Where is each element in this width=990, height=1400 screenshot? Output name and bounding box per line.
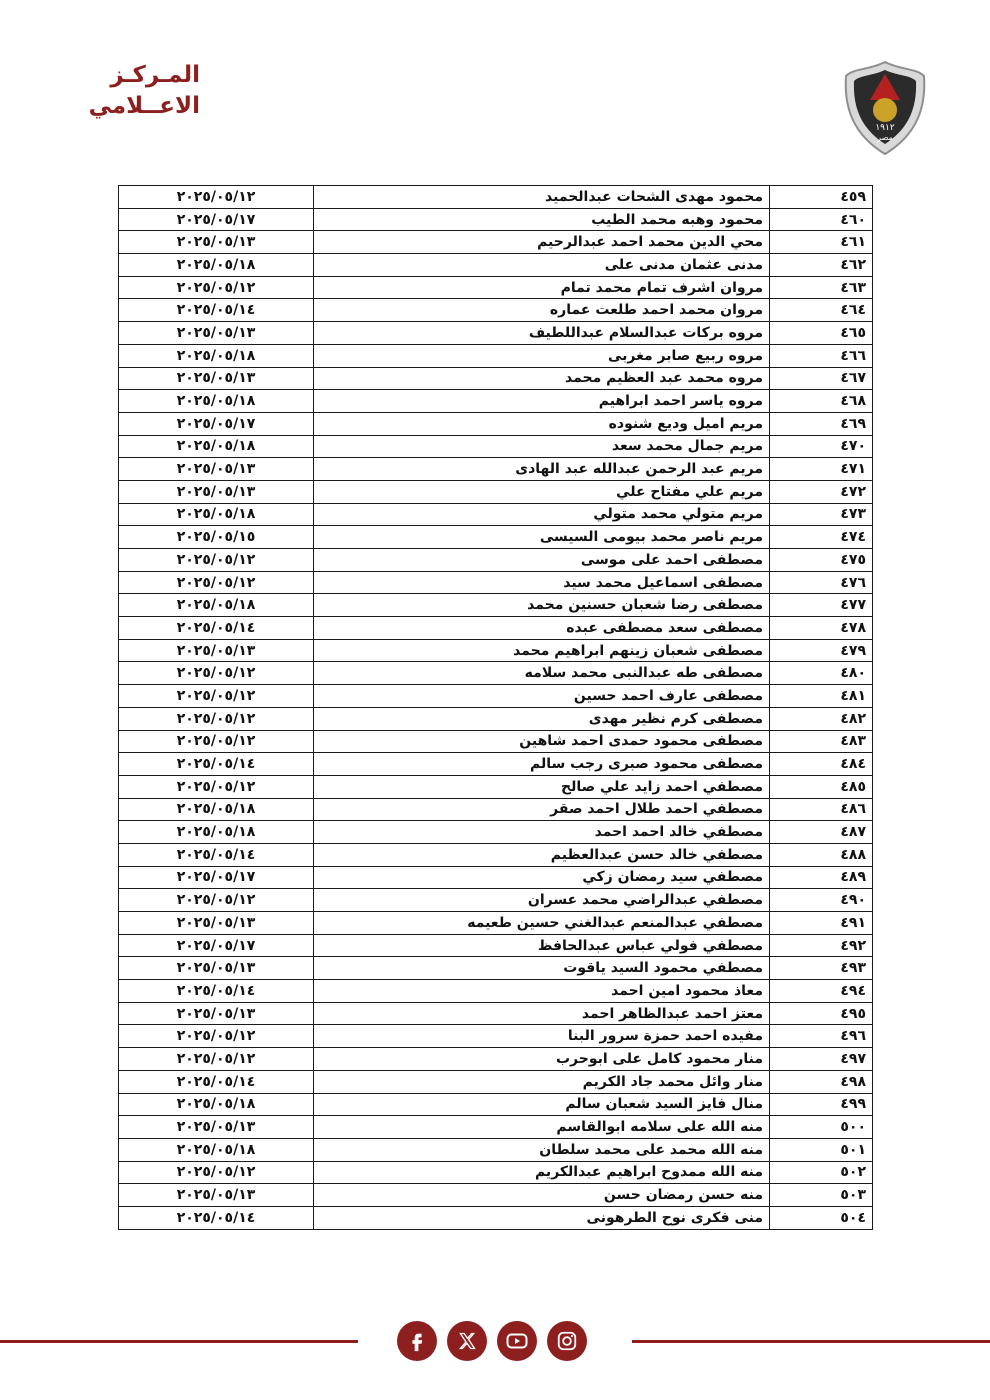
table-row xyxy=(119,1184,873,1207)
table-row xyxy=(119,753,873,776)
row-date: ٢٠٢٥/٠٥/١٢ xyxy=(119,1048,314,1071)
row-number: ٥٠٣ xyxy=(770,1184,873,1207)
row-name: مصطفى عارف احمد حسين xyxy=(314,685,770,708)
row-name: مصطفى سعد مصطفى عبده xyxy=(314,617,770,640)
table-row xyxy=(119,889,873,912)
row-number: ٤٨١ xyxy=(770,685,873,708)
row-date: ٢٠٢٥/٠٥/١٣ xyxy=(119,912,314,935)
table-row xyxy=(119,1048,873,1071)
row-number: ٤٩٦ xyxy=(770,1025,873,1048)
row-date: ٢٠٢٥/٠٥/١٥ xyxy=(119,526,314,549)
table-row xyxy=(119,934,873,957)
row-date: ٢٠٢٥/٠٥/١٣ xyxy=(119,957,314,980)
table-row xyxy=(119,798,873,821)
row-number: ٤٦٣ xyxy=(770,276,873,299)
row-number: ٤٧٧ xyxy=(770,594,873,617)
row-date: ٢٠٢٥/٠٥/١٤ xyxy=(119,1070,314,1093)
row-name: منار وائل محمد جاد الكريم xyxy=(314,1070,770,1093)
table-row xyxy=(119,912,873,935)
row-number: ٤٩١ xyxy=(770,912,873,935)
row-number: ٤٦٢ xyxy=(770,254,873,277)
row-number: ٤٩٠ xyxy=(770,889,873,912)
table-row xyxy=(119,594,873,617)
table-row xyxy=(119,1025,873,1048)
table-row xyxy=(119,639,873,662)
row-number: ٤٨٩ xyxy=(770,866,873,889)
row-name: معاذ محمود امين احمد xyxy=(314,980,770,1003)
row-number: ٤٧٨ xyxy=(770,617,873,640)
row-date: ٢٠٢٥/٠٥/١٢ xyxy=(119,549,314,572)
row-name: مصطفي عبدالراضي محمد عسران xyxy=(314,889,770,912)
row-number: ٤٧٤ xyxy=(770,526,873,549)
row-date: ٢٠٢٥/٠٥/١٢ xyxy=(119,186,314,209)
row-date: ٢٠٢٥/٠٥/١٢ xyxy=(119,1161,314,1184)
facebook-icon[interactable] xyxy=(397,1321,437,1361)
table-row xyxy=(119,1138,873,1161)
row-name: محمود وهبه محمد الطيب xyxy=(314,208,770,231)
table-row xyxy=(119,344,873,367)
table-row xyxy=(119,1206,873,1229)
row-name: مصطفى رضا شعبان حسنين محمد xyxy=(314,594,770,617)
emblem-year: ١٩١٢ xyxy=(875,123,895,133)
row-name: مريم اميل وديع شنوده xyxy=(314,412,770,435)
table-row xyxy=(119,1093,873,1116)
row-name: معتز احمد عبدالظاهر احمد xyxy=(314,1002,770,1025)
row-date: ٢٠٢٥/٠٥/١٤ xyxy=(119,843,314,866)
row-date: ٢٠٢٥/٠٥/١٧ xyxy=(119,208,314,231)
row-number: ٤٧١ xyxy=(770,458,873,481)
row-date: ٢٠٢٥/٠٥/١٤ xyxy=(119,617,314,640)
row-name: مصطفى كرم نظير مهدى xyxy=(314,707,770,730)
table-row xyxy=(119,299,873,322)
row-name: مريم جمال محمد سعد xyxy=(314,435,770,458)
row-date: ٢٠٢٥/٠٥/١٣ xyxy=(119,458,314,481)
table-row xyxy=(119,186,873,209)
row-date: ٢٠٢٥/٠٥/١٢ xyxy=(119,1025,314,1048)
row-date: ٢٠٢٥/٠٥/١٣ xyxy=(119,367,314,390)
row-number: ٤٦٨ xyxy=(770,390,873,413)
table-row xyxy=(119,526,873,549)
title-line-1: المـركـز xyxy=(110,62,200,88)
table-row xyxy=(119,730,873,753)
row-name: منه الله محمد على محمد سلطان xyxy=(314,1138,770,1161)
table-row xyxy=(119,435,873,458)
x-icon[interactable] xyxy=(447,1321,487,1361)
row-date: ٢٠٢٥/٠٥/١٧ xyxy=(119,866,314,889)
row-number: ٤٦٧ xyxy=(770,367,873,390)
table-row xyxy=(119,571,873,594)
row-date: ٢٠٢٥/٠٥/١٣ xyxy=(119,231,314,254)
row-date: ٢٠٢٥/٠٥/١٢ xyxy=(119,571,314,594)
shield-emblem-icon xyxy=(840,58,930,158)
row-number: ٤٩٤ xyxy=(770,980,873,1003)
row-number: ٤٧٥ xyxy=(770,549,873,572)
row-date: ٢٠٢٥/٠٥/١٢ xyxy=(119,775,314,798)
row-name: مريم علي مفتاح علي xyxy=(314,480,770,503)
row-date: ٢٠٢٥/٠٥/١٨ xyxy=(119,503,314,526)
title-line-2: الاعــلامي xyxy=(88,93,200,119)
row-number: ٤٩٨ xyxy=(770,1070,873,1093)
row-number: ٤٨٢ xyxy=(770,707,873,730)
table-row xyxy=(119,390,873,413)
table-row xyxy=(119,775,873,798)
row-name: مريم متولي محمد متولي xyxy=(314,503,770,526)
row-number: ٥٠١ xyxy=(770,1138,873,1161)
row-name: منار محمود كامل على ابوحرب xyxy=(314,1048,770,1071)
footer-divider-left xyxy=(0,1340,358,1343)
row-number: ٤٧٣ xyxy=(770,503,873,526)
row-name: محي الدين محمد احمد عبدالرحيم xyxy=(314,231,770,254)
row-name: محمود مهدى الشحات عبدالحميد xyxy=(314,186,770,209)
row-number: ٤٦٥ xyxy=(770,322,873,345)
row-name: مصطفي محمود السيد ياقوت xyxy=(314,957,770,980)
row-name: مصطفى شعبان زينهم ابراهيم محمد xyxy=(314,639,770,662)
row-number: ٤٩٥ xyxy=(770,1002,873,1025)
media-center-title xyxy=(80,60,200,122)
table-row xyxy=(119,685,873,708)
table-row xyxy=(119,843,873,866)
row-name: مروه بركات عبدالسلام عبداللطيف xyxy=(314,322,770,345)
table-row xyxy=(119,617,873,640)
instagram-icon[interactable] xyxy=(547,1321,587,1361)
row-number: ٤٦٤ xyxy=(770,299,873,322)
row-number: ٤٧٩ xyxy=(770,639,873,662)
row-name: مصطفي عبدالمنعم عبدالغني حسين طعيمه xyxy=(314,912,770,935)
row-name: مصطفي خالد حسن عبدالعظيم xyxy=(314,843,770,866)
youtube-icon[interactable] xyxy=(497,1321,537,1361)
table-row xyxy=(119,1116,873,1139)
row-number: ٤٨٨ xyxy=(770,843,873,866)
row-number: ٤٩٩ xyxy=(770,1093,873,1116)
row-number: ٤٩٣ xyxy=(770,957,873,980)
row-number: ٤٨٤ xyxy=(770,753,873,776)
row-date: ٢٠٢٥/٠٥/١٧ xyxy=(119,934,314,957)
row-number: ٤٨٣ xyxy=(770,730,873,753)
row-date: ٢٠٢٥/٠٥/١٨ xyxy=(119,594,314,617)
row-name: مصطفى اسماعيل محمد سيد xyxy=(314,571,770,594)
row-name: منى فكرى نوح الطرهونى xyxy=(314,1206,770,1229)
row-number: ٥٠٢ xyxy=(770,1161,873,1184)
names-table xyxy=(118,185,873,1230)
row-number: ٤٧٦ xyxy=(770,571,873,594)
row-number: ٤٦٩ xyxy=(770,412,873,435)
row-date: ٢٠٢٥/٠٥/١٣ xyxy=(119,1116,314,1139)
row-name: مصطفى محمود حمدى احمد شاهين xyxy=(314,730,770,753)
row-name: مصطفي سيد رمضان زكي xyxy=(314,866,770,889)
footer-divider-right xyxy=(632,1340,990,1343)
row-date: ٢٠٢٥/٠٥/١٤ xyxy=(119,299,314,322)
row-name: مريم ناصر محمد بيومى السيسى xyxy=(314,526,770,549)
table-row xyxy=(119,1161,873,1184)
table-row xyxy=(119,276,873,299)
table-row xyxy=(119,707,873,730)
row-name: مصطفى محمود صبرى رجب سالم xyxy=(314,753,770,776)
row-name: مصطفي فولي عباس عبدالحافظ xyxy=(314,934,770,957)
row-number: ٤٨٧ xyxy=(770,821,873,844)
row-name: مروه ربيع صابر مغربى xyxy=(314,344,770,367)
table-row xyxy=(119,980,873,1003)
row-name: منه الله ممدوح ابراهيم عبدالكريم xyxy=(314,1161,770,1184)
row-date: ٢٠٢٥/٠٥/١٨ xyxy=(119,821,314,844)
row-date: ٢٠٢٥/٠٥/١٣ xyxy=(119,1002,314,1025)
table-row xyxy=(119,662,873,685)
row-name: مصطفى احمد على موسى xyxy=(314,549,770,572)
table-row xyxy=(119,412,873,435)
row-number: ٤٧٠ xyxy=(770,435,873,458)
table-row xyxy=(119,208,873,231)
row-number: ٤٨٦ xyxy=(770,798,873,821)
row-number: ٤٧٢ xyxy=(770,480,873,503)
row-date: ٢٠٢٥/٠٥/١٨ xyxy=(119,390,314,413)
row-number: ٤٦١ xyxy=(770,231,873,254)
row-name: مروه محمد عبد العظيم محمد xyxy=(314,367,770,390)
row-name: مدنى عثمان مدنى على xyxy=(314,254,770,277)
row-date: ٢٠٢٥/٠٥/١٤ xyxy=(119,1206,314,1229)
row-number: ٥٠٠ xyxy=(770,1116,873,1139)
row-date: ٢٠٢٥/٠٥/١٧ xyxy=(119,412,314,435)
names-table-body xyxy=(119,186,873,1230)
row-name: مروان محمد احمد طلعت عماره xyxy=(314,299,770,322)
row-name: مروان اشرف تمام محمد تمام xyxy=(314,276,770,299)
row-date: ٢٠٢٥/٠٥/١٤ xyxy=(119,980,314,1003)
row-number: ٤٨٠ xyxy=(770,662,873,685)
row-name: مصطفي خالد احمد احمد xyxy=(314,821,770,844)
table-row xyxy=(119,458,873,481)
row-date: ٢٠٢٥/٠٥/١٢ xyxy=(119,889,314,912)
row-date: ٢٠٢٥/٠٥/١٨ xyxy=(119,798,314,821)
row-name: منه حسن رمضان حسن xyxy=(314,1184,770,1207)
table-row xyxy=(119,231,873,254)
row-date: ٢٠٢٥/٠٥/١٢ xyxy=(119,730,314,753)
row-name: مصطفي احمد طلال احمد صقر xyxy=(314,798,770,821)
social-links xyxy=(397,1321,587,1361)
row-number: ٤٦٠ xyxy=(770,208,873,231)
row-name: مصطفي احمد زايد علي صالح xyxy=(314,775,770,798)
row-date: ٢٠٢٥/٠٥/١٢ xyxy=(119,662,314,685)
table-row xyxy=(119,322,873,345)
table-row xyxy=(119,1070,873,1093)
row-date: ٢٠٢٥/٠٥/١٨ xyxy=(119,1093,314,1116)
row-name: مريم عبد الرحمن عبدالله عبد الهادى xyxy=(314,458,770,481)
row-date: ٢٠٢٥/٠٥/١٤ xyxy=(119,753,314,776)
row-date: ٢٠٢٥/٠٥/١٣ xyxy=(119,480,314,503)
table-row xyxy=(119,957,873,980)
row-name: مروه ياسر احمد ابراهيم xyxy=(314,390,770,413)
row-number: ٥٠٤ xyxy=(770,1206,873,1229)
row-date: ٢٠٢٥/٠٥/١٨ xyxy=(119,344,314,367)
table-row xyxy=(119,503,873,526)
row-name: منال فايز السيد شعبان سالم xyxy=(314,1093,770,1116)
table-row xyxy=(119,367,873,390)
row-date: ٢٠٢٥/٠٥/١٢ xyxy=(119,685,314,708)
row-number: ٤٦٦ xyxy=(770,344,873,367)
row-date: ٢٠٢٥/٠٥/١٨ xyxy=(119,254,314,277)
row-date: ٢٠٢٥/٠٥/١٨ xyxy=(119,435,314,458)
row-name: منه الله على سلامه ابوالقاسم xyxy=(314,1116,770,1139)
row-date: ٢٠٢٥/٠٥/١٨ xyxy=(119,1138,314,1161)
table-row xyxy=(119,866,873,889)
row-date: ٢٠٢٥/٠٥/١٣ xyxy=(119,322,314,345)
row-date: ٢٠٢٥/٠٥/١٢ xyxy=(119,276,314,299)
table-row xyxy=(119,821,873,844)
row-number: ٤٥٩ xyxy=(770,186,873,209)
row-date: ٢٠٢٥/٠٥/١٢ xyxy=(119,707,314,730)
row-number: ٤٩٢ xyxy=(770,934,873,957)
row-name: مصطفى طه عبدالنبى محمد سلامه xyxy=(314,662,770,685)
table-row xyxy=(119,254,873,277)
table-row xyxy=(119,549,873,572)
emblem-country: مصر xyxy=(877,133,893,142)
row-name: مفيده احمد حمزة سرور البنا xyxy=(314,1025,770,1048)
row-date: ٢٠٢٥/٠٥/١٣ xyxy=(119,639,314,662)
table-row xyxy=(119,1002,873,1025)
row-date: ٢٠٢٥/٠٥/١٣ xyxy=(119,1184,314,1207)
table-row xyxy=(119,480,873,503)
row-number: ٤٩٧ xyxy=(770,1048,873,1071)
row-number: ٤٨٥ xyxy=(770,775,873,798)
